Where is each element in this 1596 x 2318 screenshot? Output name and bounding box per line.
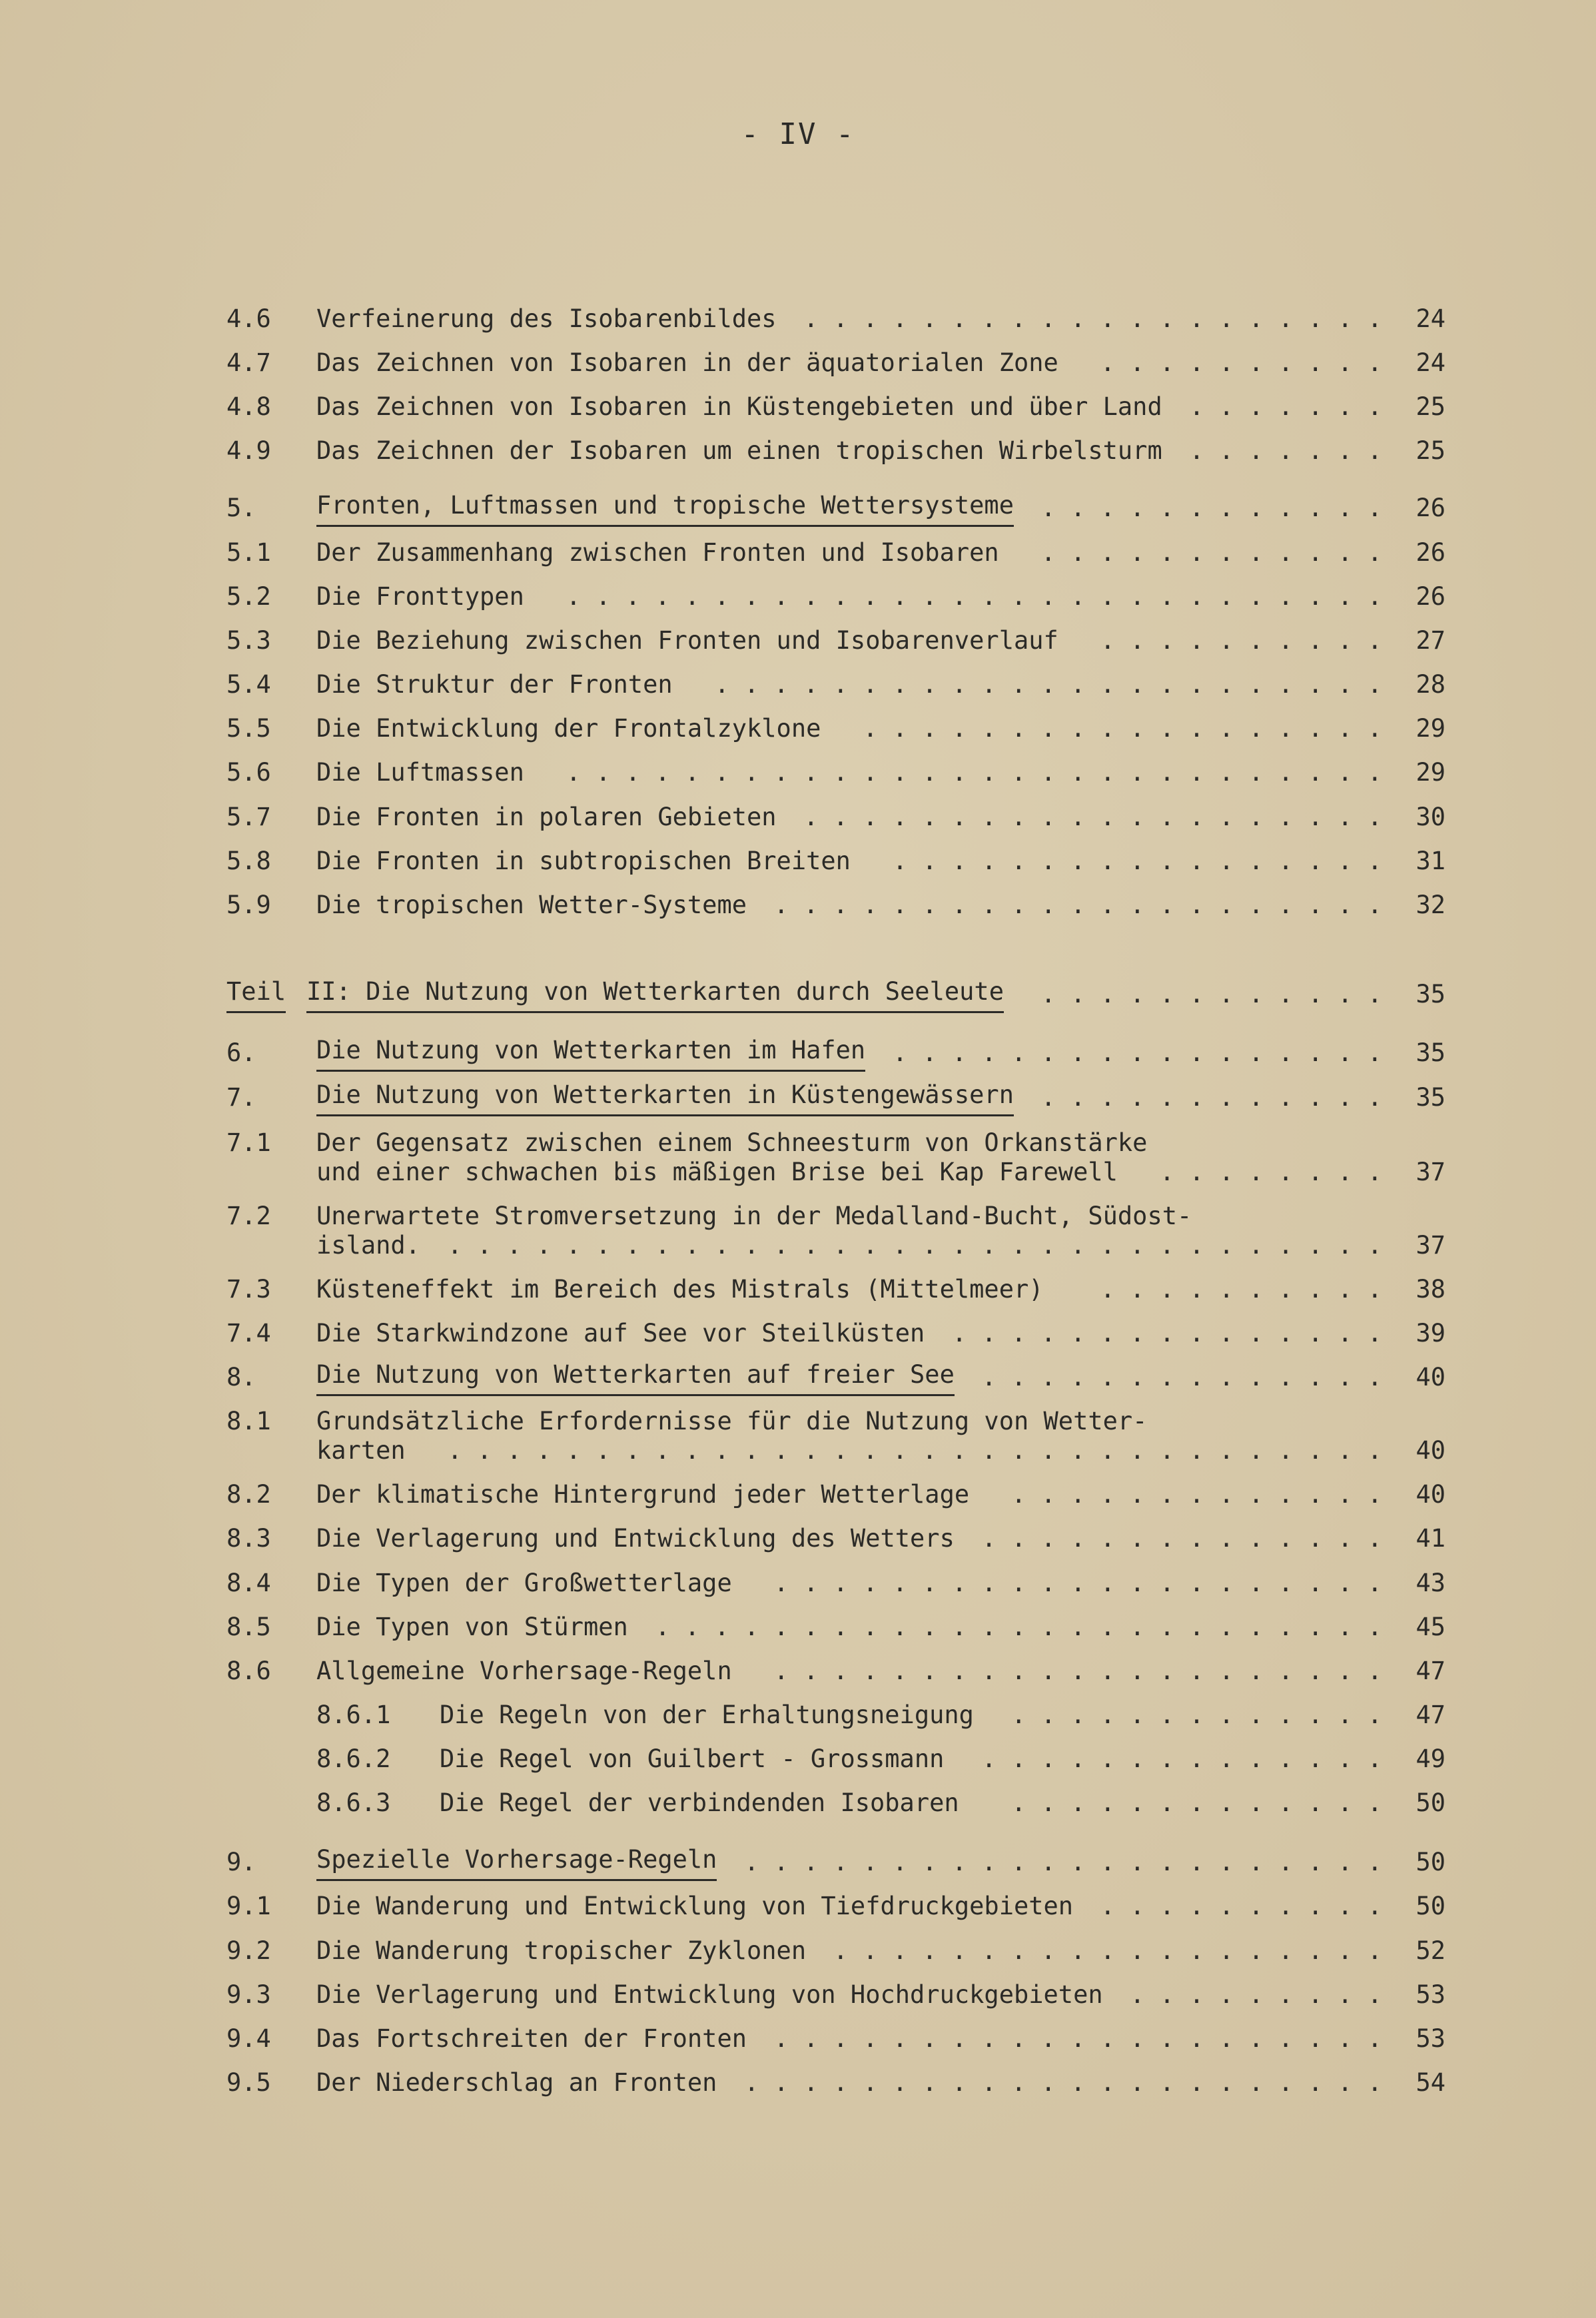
toc-entry <box>226 707 1445 753</box>
toc-page-number: 52 <box>1415 1936 1445 1965</box>
toc-entry-title: Das Zeichnen von Isobaren in der äquatorialen Zone <box>316 348 1058 377</box>
toc-leader-dots: . . . . . . . . . . . . . . . . . . . <box>833 1936 1382 1965</box>
toc-page-number: 50 <box>1415 1848 1445 1876</box>
toc-leader-dots: . . . . . . . . . . . . . . . . . . . . <box>803 304 1382 333</box>
toc-leader-dots: . . . . . . . . . . . . . . . . . . . . . <box>773 891 1382 919</box>
toc-entry <box>226 2061 1445 2108</box>
toc-entry-number: 4.9 <box>226 436 271 465</box>
toc-page-number: 47 <box>1415 1657 1445 1685</box>
toc-entry-number: 5. <box>226 494 256 522</box>
toc-leader-dots: . . . . . . . . . . . . . . <box>981 1524 1382 1553</box>
toc-entry-title: Die Starkwindzone auf See vor Steilküsten <box>316 1319 925 1348</box>
toc-leader-dots: . . . . . . . . . . . . <box>1040 1083 1382 1112</box>
toc-entry-number: 7.2 <box>226 1202 271 1230</box>
toc-entry-number: 5.6 <box>226 758 271 787</box>
toc-page-number: 35 <box>1415 1038 1445 1067</box>
toc-section-title: Fronten, Luftmassen und tropische Wettersysteme <box>316 486 1014 527</box>
toc-entry <box>226 1517 1445 1563</box>
toc-entry-title: Der klimatische Hintergrund jeder Wetterlage <box>316 1480 970 1509</box>
toc-entry <box>226 1840 1445 1887</box>
toc-entry-number: 5.2 <box>226 582 271 611</box>
toc-section-title: Die Nutzung von Wetterkarten in Küstengewässern <box>316 1076 1014 1116</box>
toc-entry-number: Teil <box>226 972 286 1013</box>
toc-entry-title: Die Verlagerung und Entwicklung des Wetters <box>316 1524 955 1553</box>
toc-page-number: 49 <box>1415 1744 1445 1773</box>
toc-entry-title: Küsteneffekt im Bereich des Mistrals (Mittelmeer) <box>316 1275 1044 1304</box>
toc-leader-dots: . . . . . . . <box>1189 436 1382 465</box>
toc-page-number: 24 <box>1415 304 1445 333</box>
toc-entry-title: Die Struktur der Fronten <box>316 670 673 699</box>
toc-entry <box>226 1399 1445 1465</box>
toc-leader-dots: . . . . . . . <box>1189 392 1382 421</box>
toc-entry <box>226 1473 1445 1519</box>
toc-page-number: 53 <box>1415 1980 1445 2009</box>
toc-entry <box>226 1561 1445 1608</box>
toc-entry <box>226 2017 1445 2064</box>
toc-section-title: Spezielle Vorhersage-Regeln <box>316 1840 717 1881</box>
toc-entry-number: 6. <box>226 1038 256 1067</box>
toc-page-number: 41 <box>1415 1524 1445 1553</box>
toc-leader-dots: . . . . . . . . . . <box>1100 626 1382 655</box>
toc-section-title: Die Nutzung von Wetterkarten im Hafen <box>316 1031 865 1072</box>
toc-entry-number: 8.5 <box>226 1613 271 1641</box>
toc-leader-dots: . . . . . . . . . . . . . . . . . . . . <box>803 803 1382 831</box>
toc-page-number: 35 <box>1415 1083 1445 1112</box>
toc-entry-title: Das Zeichnen von Isobaren in Küstengebieten und über Land <box>316 392 1162 421</box>
toc-entry <box>226 619 1445 665</box>
toc-entry-number: 7.1 <box>226 1128 271 1157</box>
toc-entry <box>226 385 1445 432</box>
toc-entry-number: 5.1 <box>226 538 271 567</box>
toc-entry <box>226 429 1445 476</box>
toc-leader-dots: . . . . . . . . . . . . . <box>1011 1701 1382 1729</box>
toc-page-number: 30 <box>1415 803 1445 831</box>
toc-page-number: 26 <box>1415 582 1445 611</box>
toc-entry <box>226 1076 1445 1122</box>
toc-entry-number: 9.2 <box>226 1936 271 1965</box>
toc-entry-title-line1: Unerwartete Stromversetzung in der Medalland-Bucht, Südost- <box>316 1202 1192 1230</box>
toc-entry <box>226 1194 1445 1260</box>
toc-entry-number: 8.6.3 <box>316 1788 391 1817</box>
toc-page-number: 32 <box>1415 891 1445 919</box>
toc-leader-dots: . . . . . . . . . . . . . . . . . . . . . . . <box>714 670 1382 699</box>
toc-page-number: 53 <box>1415 2024 1445 2053</box>
toc-leader-dots: . . . . . . . . . . . . . . . . . <box>892 847 1382 875</box>
toc-entry <box>226 839 1445 886</box>
toc-page-number: 47 <box>1415 1701 1445 1729</box>
toc-leader-dots: . . . . . . . . . . <box>1100 348 1382 377</box>
toc-entry-title: Die Wanderung tropischer Zyklonen <box>316 1936 807 1965</box>
toc-page-number: 50 <box>1415 1788 1445 1817</box>
toc-leader-dots: . . . . . . . . . . . . . . . . . . . . . <box>773 2024 1382 2053</box>
toc-entry-number: 8.1 <box>226 1407 271 1435</box>
toc-entry <box>226 1355 1445 1402</box>
toc-leader-dots: . . . . . . . . . . . . . . <box>981 1363 1382 1391</box>
toc-entry-title: Die Verlagerung und Entwicklung von Hochdruckgebieten <box>316 1980 1103 2009</box>
toc-entry-number: 9.5 <box>226 2068 271 2097</box>
toc-leader-dots: . . . . . . . . <box>1159 1158 1382 1186</box>
toc-entry-title: Verfeinerung des Isobarenbildes <box>316 304 777 333</box>
toc-entry-number: 8.2 <box>226 1480 271 1509</box>
toc-entry-title: Die Luftmassen <box>316 758 524 787</box>
toc-page-number: 37 <box>1415 1231 1445 1260</box>
toc-leader-dots: . . . . . . . . . . . . . <box>1011 1480 1382 1509</box>
toc-entry <box>226 883 1445 930</box>
toc-entry <box>226 486 1445 533</box>
toc-entry-number: 7. <box>226 1083 256 1112</box>
toc-leader-dots: . . . . . . . . . . . . <box>1040 494 1382 522</box>
toc-entry <box>226 795 1445 842</box>
toc-entry-number: 4.6 <box>226 304 271 333</box>
toc-entry-title: Die Typen von Stürmen <box>316 1613 628 1641</box>
toc-entry-number: 4.7 <box>226 348 271 377</box>
toc-page-number: 26 <box>1415 538 1445 567</box>
toc-page-number: 31 <box>1415 847 1445 875</box>
toc-leader-dots: . . . . . . . . . . . . . . . . . . . . . . . . . . . . <box>566 758 1382 787</box>
toc-leader-dots: . . . . . . . . . . . . . . . . . . . . . . . . . <box>655 1613 1382 1641</box>
toc-entry-title-line1: Der Gegensatz zwischen einem Schneesturm von Orkanstärke <box>316 1128 1148 1157</box>
toc-entry <box>226 1312 1445 1358</box>
toc-entry-number: 9.4 <box>226 2024 271 2053</box>
toc-page-number: 43 <box>1415 1569 1445 1597</box>
toc-leader-dots: . . . . . . . . . . . . . . . . . . . . . . <box>744 2068 1382 2097</box>
toc-entry-number: 7.4 <box>226 1319 271 1348</box>
toc-entry-title-line1: Grundsätzliche Erfordernisse für die Nutzung von Wetter- <box>316 1407 1148 1435</box>
toc-leader-dots: . . . . . . . . . . . . . . . . . . . . . . <box>744 1848 1382 1876</box>
toc-entry-title: Die tropischen Wetter-Systeme <box>316 891 747 919</box>
toc-leader-dots: . . . . . . . . . . . . . . . . . . <box>863 714 1382 743</box>
toc-entry-title: Die Regel von Guilbert - Grossmann <box>440 1744 945 1773</box>
toc-entry <box>226 1884 1445 1931</box>
toc-page-number: 29 <box>1415 714 1445 743</box>
toc-entry-title: Die Fronten in subtropischen Breiten <box>316 847 851 875</box>
toc-leader-dots: . . . . . . . . . . . . . <box>1011 1788 1382 1817</box>
toc-entry-title: Die Wanderung und Entwicklung von Tiefdruckgebieten <box>316 1892 1074 1920</box>
toc-entry-number: 8.6.1 <box>316 1701 391 1729</box>
toc-entry-title: Allgemeine Vorhersage-Regeln <box>316 1657 732 1685</box>
toc-entry-number: 8.3 <box>226 1524 271 1553</box>
toc-leader-dots: . . . . . . . . . . . . . . . . . . . . . <box>773 1569 1382 1597</box>
toc-page-number: 25 <box>1415 392 1445 421</box>
toc-entry-number: 8.6 <box>226 1657 271 1685</box>
toc-entry <box>226 341 1445 388</box>
toc-entry-number: 5.9 <box>226 891 271 919</box>
toc-section-title: Die Nutzung von Wetterkarten auf freier See <box>316 1355 955 1396</box>
toc-entry <box>226 1031 1445 1078</box>
toc-entry <box>226 1973 1445 2020</box>
toc-entry-title: Der Niederschlag an Fronten <box>316 2068 717 2097</box>
toc-entry-number: 8.6.2 <box>316 1744 391 1773</box>
toc-page-number: 38 <box>1415 1275 1445 1304</box>
toc-leader-dots: . . . . . . . . . . . . . . . . . . . . . . . . . . . . <box>566 582 1382 611</box>
toc-entry-number: 9. <box>226 1848 256 1876</box>
toc-entry <box>226 1268 1445 1314</box>
toc-leader-dots: . . . . . . . . . . . . . . . <box>951 1319 1382 1348</box>
toc-leader-dots: . . . . . . . . . . . . . . . . . . . . . . . . . . . . . . . . <box>447 1436 1382 1465</box>
toc-entry-number: 9.3 <box>226 1980 271 2009</box>
toc-entry <box>226 1605 1445 1652</box>
toc-leader-dots: . . . . . . . . . . . . <box>1040 980 1382 1008</box>
toc-entry <box>226 1737 1445 1784</box>
toc-page-number: 40 <box>1415 1480 1445 1509</box>
toc-entry-number: 8.4 <box>226 1569 271 1597</box>
toc-page-number: 40 <box>1415 1363 1445 1391</box>
toc-leader-dots: . . . . . . . . . . . . . . . . . . . . . . . . . . . . . . . . <box>447 1231 1382 1260</box>
toc-entry-title: Das Zeichnen der Isobaren um einen tropischen Wirbelsturm <box>316 436 1162 465</box>
toc-entry-title: Das Fortschreiten der Fronten <box>316 2024 747 2053</box>
toc-entry-number: 7.3 <box>226 1275 271 1304</box>
toc-entry <box>226 531 1445 578</box>
toc-page-number: 45 <box>1415 1613 1445 1641</box>
toc-entry <box>226 972 1445 1019</box>
toc-leader-dots: . . . . . . . . . . <box>1100 1892 1382 1920</box>
toc-entry <box>226 1781 1445 1828</box>
toc-entry-title: Die Fronttypen <box>316 582 524 611</box>
page-label: - IV - <box>741 117 855 151</box>
toc-entry-title: und einer schwachen bis mäßigen Brise bei Kap Farewell <box>316 1158 1118 1186</box>
toc-entry-title: Die Beziehung zwischen Fronten und Isobarenverlauf <box>316 626 1058 655</box>
toc-entry-number: 5.7 <box>226 803 271 831</box>
toc-page-number: 29 <box>1415 758 1445 787</box>
toc-entry <box>226 1649 1445 1696</box>
toc-entry <box>226 1693 1445 1740</box>
toc-page-number: 28 <box>1415 670 1445 699</box>
toc-entry-title: Die Regel der verbindenden Isobaren <box>440 1788 959 1817</box>
toc-entry-number: 4.8 <box>226 392 271 421</box>
toc-entry-title: Die Fronten in polaren Gebieten <box>316 803 777 831</box>
toc-page-number: 40 <box>1415 1436 1445 1465</box>
toc-entry-number: 5.4 <box>226 670 271 699</box>
toc-leader-dots: . . . . . . . . . . <box>1100 1275 1382 1304</box>
toc-entry-title: karten <box>316 1436 406 1465</box>
toc-page-number: 35 <box>1415 980 1445 1008</box>
toc-leader-dots: . . . . . . . . . . . . . . . . . . . . . <box>773 1657 1382 1685</box>
toc-entry-title: Die Entwicklung der Frontalzyklone <box>316 714 821 743</box>
toc-entry-title: Die Regeln von der Erhaltungsneigung <box>440 1701 974 1729</box>
toc-leader-dots: . . . . . . . . . <box>1130 1980 1382 2009</box>
toc-entry <box>226 663 1445 709</box>
toc-page-number: 37 <box>1415 1158 1445 1186</box>
toc-entry-number: 5.8 <box>226 847 271 875</box>
toc-entry-number: 5.5 <box>226 714 271 743</box>
toc-leader-dots: . . . . . . . . . . . . <box>1040 538 1382 567</box>
toc-page-number: 26 <box>1415 494 1445 522</box>
toc-entry <box>226 1929 1445 1976</box>
toc-entry <box>226 751 1445 797</box>
toc-page-number: 27 <box>1415 626 1445 655</box>
toc-page-number: 54 <box>1415 2068 1445 2097</box>
toc-part-title: II: Die Nutzung von Wetterkarten durch Seeleute <box>306 972 1004 1013</box>
toc-entry-title: island. <box>316 1231 420 1260</box>
toc-leader-dots: . . . . . . . . . . . . . . . . . <box>892 1038 1382 1067</box>
toc-entry-number: 5.3 <box>226 626 271 655</box>
toc-entry-title: Die Typen der Großwetterlage <box>316 1569 732 1597</box>
toc-entry-title: Der Zusammenhang zwischen Fronten und Isobaren <box>316 538 999 567</box>
toc-entry <box>226 297 1445 344</box>
toc-page-number: 39 <box>1415 1319 1445 1348</box>
toc-page-number: 50 <box>1415 1892 1445 1920</box>
toc-entry <box>226 575 1445 621</box>
toc-leader-dots: . . . . . . . . . . . . . . <box>981 1744 1382 1773</box>
toc-page-number: 25 <box>1415 436 1445 465</box>
toc-page-number: 24 <box>1415 348 1445 377</box>
toc-entry-number: 9.1 <box>226 1892 271 1920</box>
toc-entry-number: 8. <box>226 1363 256 1391</box>
toc-entry <box>226 1121 1445 1186</box>
